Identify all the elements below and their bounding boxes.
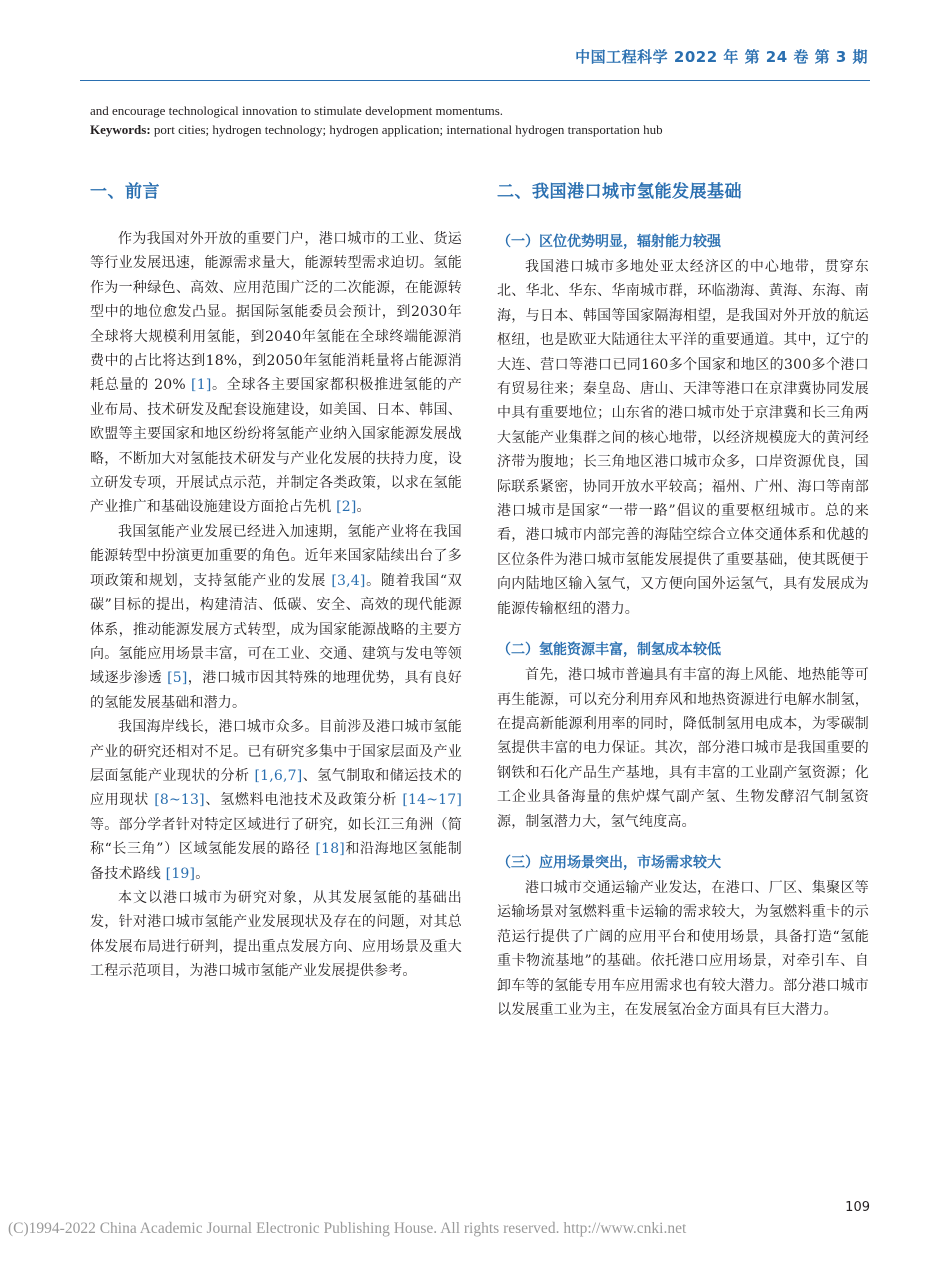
keywords-line: [90, 120, 870, 139]
citation-link[interactable]: [1]: [191, 377, 212, 394]
subsection-heading-resources: （二）氢能资源丰富，制氢成本较低: [497, 642, 721, 659]
header-rule: [80, 80, 870, 81]
left-column: [90, 178, 462, 984]
abstract-last-line: and encourage technological innovation to stimulate development momentums.: [90, 103, 504, 118]
citation-link[interactable]: [1,6,7]: [254, 767, 303, 784]
page-number: 109: [845, 1200, 870, 1215]
abstract-tail: [90, 101, 870, 139]
citation-link[interactable]: [5]: [167, 670, 188, 687]
keywords-label: Keywords:: [90, 122, 151, 137]
applications-paragraph: 港口城市交通运输产业发达，在港口、厂区、集聚区等运输场景对氢燃料重卡运输的需求较大，为氢燃料重卡的示范运行提供了广阔的应用平台和使用场景，具备打造“氢能重卡物流基地”的基础。依托港口应用场景，对牵引车、自卸车等的氢能专用车应用需求也有较大潜力。部分港口城市以发展重工业为主，在发展氢冶金方面具有巨大潜力。: [497, 879, 869, 1018]
section-heading-introduction: 一、前言: [90, 182, 160, 202]
citation-link[interactable]: [3,4]: [331, 572, 366, 589]
right-column: [497, 178, 869, 1022]
subsection-heading-location: （一）区位优势明显，辐射能力较强: [497, 234, 721, 250]
intro-paragraph-1: 作为我国对外开放的重要门户，港口城市的工业、货运等行业发展迅速，能源需求量大，能源转型需求迫切。氢能作为一种绿色、高效、应用范围广泛的二次能源，在能源转型中的地位愈发凸显。据国际氢能委员会预计，到2030年全球将大规模利用氢能，到2040年氢能在全球终端能源消费中的占比将达到18%，到2050年氢能消耗量将占能源消耗总量的 20% [1]。全球各主要国家都积极推进氢能的产业布局、技术研发及配套设施建设，如美国、日本、韩国、欧盟等主要国家和地区纷纷将氢能产业纳入国家能源发展战略，不断加大对氢能技术研发与产业化发展的扶持力度，设立研发专项，开展试点示范，并制定各类政策，以求在氢能产业推广和基础设施建设方面抢占先机 [2]。: [90, 231, 462, 516]
resources-paragraph: 首先，港口城市普遍具有丰富的海上风能、地热能等可再生能源，可以充分利用弃风和地热资源进行电解水制氢，在提高新能源利用率的同时，降低制氢用电成本，为零碳制氢提供丰富的电力保证。其次，部分港口城市是我国重要的钢铁和石化产品生产基地，具有丰富的工业副产氢资源；化工企业具备海量的焦炉煤气副产氢、生物发酵沼气制氢资源，制氢潜力大，氢气纯度高。: [497, 667, 869, 830]
citation-link[interactable]: [14~17]: [402, 792, 463, 809]
journal-header: 中国工程科学 2022 年 第 24 卷 第 3 期: [575, 48, 868, 66]
citation-link[interactable]: [2]: [336, 499, 357, 516]
citation-link[interactable]: [19]: [165, 865, 196, 882]
citation-link[interactable]: [8~13]: [154, 792, 205, 809]
intro-paragraph-4: 本文以港口城市为研究对象，从其发展氢能的基础出发，针对港口城市氢能产业发展现状及存在的问题，对其总体发展布局进行研判，提出重点发展方向、应用场景及重大工程示范项目，为港口城市氢能产业发展提供参考。: [90, 889, 462, 980]
location-paragraph: 我国港口城市多地处亚太经济区的中心地带，贯穿东北、华北、华东、华南城市群，环临渤海、黄海、东海、南海，与日本、韩国等国家隔海相望，是我国对外开放的航运枢纽，也是欧亚大陆通往太平洋的重要通道。其中，辽宁的大连、营口等港口已同160多个国家和地区的300多个港口有贸易往来；秦皇岛、唐山、天津等港口在京津冀协同发展中具有重要地位；山东省的港口城市处于京津冀和长三角两大氢能产业集群之间的核心地带，以经济规模庞大的黄河经济带为腹地；长三角地区港口城市众多，口岸资源优良，国际联系紧密，协同开放水平较高；福州、广州、海口等南部港口城市是国家“一带一路”倡议的重要枢纽城市。总的来看，港口城市内部完善的海陆空综合立体交通体系和优越的区位条件为港口城市氢能发展提供了重要基础，使其既便于向内陆地区输入氢气，又方便向国外运氢气，具有发展成为能源传输枢纽的潜力。: [497, 259, 869, 617]
subsection-heading-applications: （三）应用场景突出，市场需求较大: [497, 854, 721, 871]
intro-paragraph-2: 我国氢能产业发展已经进入加速期，氢能产业将在我国能源转型中扮演更加重要的角色。近年来国家陆续出台了多项政策和规划，支持氢能产业的发展 [3,4]。随着我国“双碳”目标的提出，构建清洁、低碳、安全、高效的现代能源体系，推动能源发展方式转型，成为国家能源战略的主要方向。氢能应用场景丰富，可在工业、交通、建筑与发电等领域逐步渗透 [5]，港口城市因其特殊的地理优势，具有良好的氢能发展基础和潜力。: [90, 523, 462, 711]
keywords-text: port cities; hydrogen technology; hydrogen application; international hydrogen transportation hub: [150, 122, 663, 137]
intro-paragraph-3: 我国海岸线长，港口城市众多。目前涉及港口城市氢能产业的研究还相对不足。已有研究多集中于国家层面及产业层面氢能产业现状的分析 [1,6,7]、氢气制取和储运技术的应用现状 [8~13]、氢燃料电池技术及政策分析 [14~17]等。部分学者针对特定区域进行了研究，如长江三角洲（简称“长三角”）区域氢能发展的路径 [18]和沿海地区氢能制备技术路线 [19]。: [90, 719, 463, 882]
copyright-watermark: (C)1994-2022 China Academic Journal Electronic Publishing House. All rights reserved. http://www.cnki.net: [8, 1220, 687, 1237]
citation-link[interactable]: [18]: [315, 841, 345, 858]
section-heading-foundation: 二、我国港口城市氢能发展基础: [497, 182, 742, 202]
